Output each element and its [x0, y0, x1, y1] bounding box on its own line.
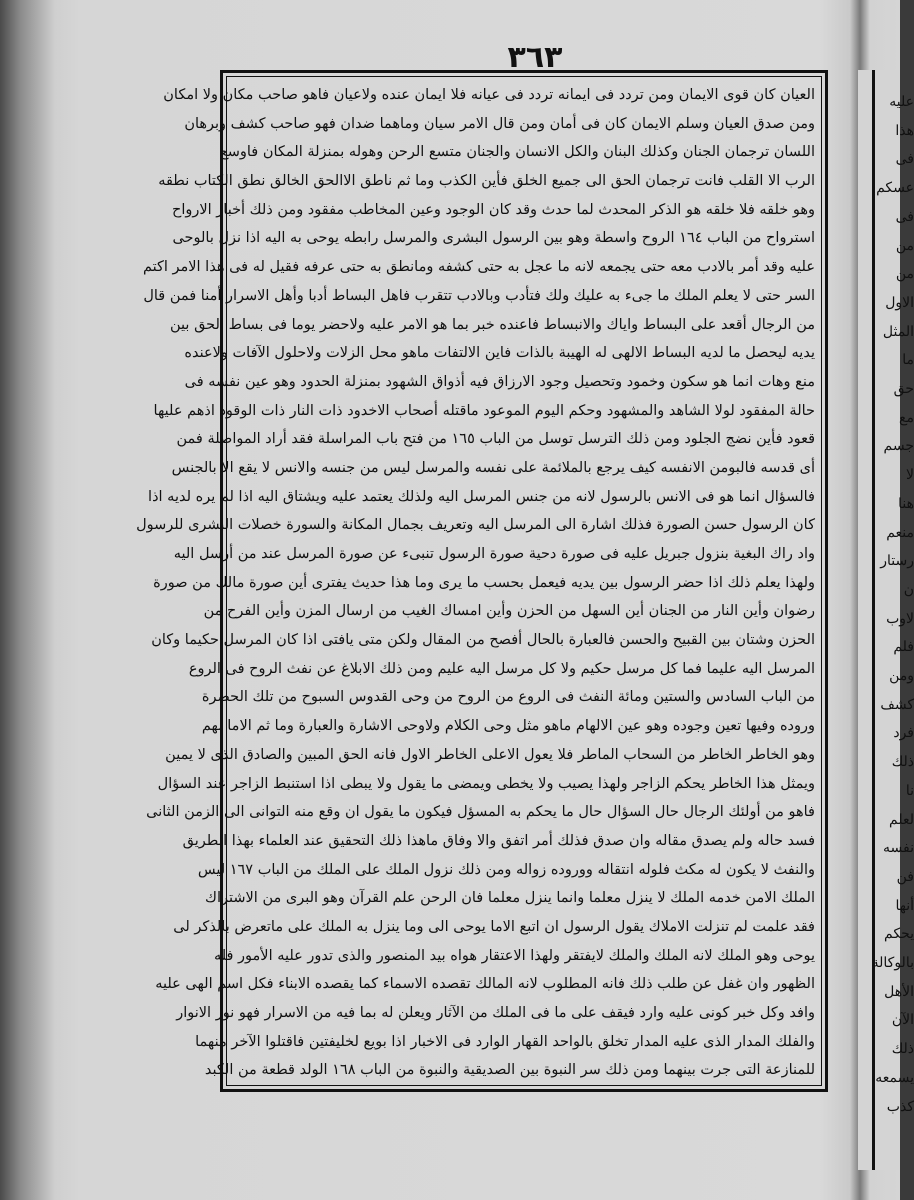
- text-line: السر حتى لا يعلم الملك ما جىء به عليك ولك فتأدب وبالادب تتقرب فاهل البساط أدبا وأهل الاسرار أمنا فمن قال: [143, 287, 815, 304]
- main-text-block: [136, 81, 815, 1083]
- text-frame: [136, 70, 828, 1092]
- adjacent-page-fragment: حق: [893, 381, 914, 397]
- adjacent-page-fragment: فن: [896, 868, 914, 885]
- adjacent-page-fragment: الاول: [885, 294, 914, 311]
- text-line: فاهو من أولئك الرجال حال السؤال حال ما يحكم به المسؤل فيكون ما يقول ان وقع منه التوانى الى الزمن الثانى: [146, 804, 815, 821]
- text-line: رضوان وأين النار من الجنان أين السهل من الحزن وأين امساك الغيب من ارسال المزن وأين الفرح من: [203, 603, 815, 620]
- adjacent-page-fragment: فرد: [893, 725, 914, 742]
- adjacent-page-fragment: عليه: [889, 94, 914, 110]
- text-line: والفلك المدار الذى عليه المدار تخلق بالواحد القهار الوارد فى الاخبار اذا بويع لخليفتين فاقتلوا الآخر منهما: [195, 1033, 815, 1050]
- text-line: وافد وكل خبر كونى عليه وارد فيقف على ما فى الملك من الآثار ويعلن له بما فيه من الاسرار فهو نور الانوار: [176, 1005, 815, 1021]
- adjacent-page-fragment: كذب: [886, 1098, 914, 1115]
- adjacent-page-fragment: لا: [906, 467, 914, 484]
- adjacent-page-fragment: يسمعه: [875, 1069, 914, 1086]
- adjacent-page-fragment: نا: [905, 782, 914, 799]
- adjacent-page-fragment: عسكم: [876, 180, 914, 197]
- adjacent-page-fragment: كشف: [880, 696, 914, 713]
- adjacent-page-fragment: لاوب: [886, 610, 914, 627]
- text-line: اللسان ترجمان الجنان وكذلك البنان والكل الانسان والجنان متسع الرحن وهوله بمنزلة المكان فاوسع: [220, 144, 815, 161]
- adjacent-page-edge: [858, 70, 914, 1170]
- text-line: وهو خلقه فلا خلقه هو الذكر المحدث لما حدث وقد كان الوجود وعين المخاطب مفقود ومن ذلك أخبار الارواح: [171, 201, 815, 218]
- text-line: عليه وقد أمر بالادب معه حتى يجمعه لانه ما عجل به حتى كشفه ومانطق به حتى عرفه فقيل له فى هذا الامر اكتم: [142, 259, 815, 276]
- adjacent-page-fragment: ن: [903, 581, 914, 598]
- adjacent-page-fragment: ذلك: [891, 1041, 914, 1058]
- adjacent-page-fragment: هذا: [895, 122, 914, 139]
- adjacent-page-fragment: جسم: [883, 438, 914, 455]
- adjacent-page-fragment: فى: [895, 208, 914, 225]
- adjacent-page-fragment: لعلم: [889, 811, 914, 828]
- text-line: الملك الامن خدمه الملك لا ينزل معلما وانما ينزل معلما فان الرحن علم القرآن وهو البرى من الاشتراك: [205, 890, 815, 907]
- text-line: من الرجال أقعد على البساط واياك والانبساط فاعنده خبر بما هو الامر عليه ولاحضر يوما فى بساط الحق بين: [170, 316, 815, 333]
- adjacent-page-fragment: مع: [899, 409, 914, 426]
- adjacent-page-fragment: بالوكالة: [871, 955, 914, 971]
- adjacent-page-fragment: هنا: [898, 495, 914, 512]
- text-line: يوحى وهو الملك لانه الملك والملك لايفتقر ولهذا الاعتقار هواه بيد المنصور والذى تدور عليه الأمور فله: [213, 947, 815, 964]
- text-line: ويمثل هذا الخاطر يحكم الزاجر ولهذا يصيب ولا يخطى ويمضى ما يقول ولا يبطى اذا استنبط الزاجر عند السؤال: [157, 775, 815, 792]
- adjacent-page-fragment: نفسه: [883, 840, 914, 857]
- adjacent-page-fragment: ذلك: [891, 754, 914, 771]
- text-line: أى قدسه فالبومن الانفسه كيف يرجع بالملائمة على نفسه والمرسل ليس من جنسه والانس لا يقع الا بالجنس: [171, 459, 815, 476]
- text-line: استرواح من الباب ١٦٤ الروح واسطة وهو بين الرسول البشرى والمرسل رابطه يوحى به اليه اذا نزل بالوحى: [172, 230, 815, 247]
- text-line: المرسل اليه عليما فما كل مرسل حكيم ولا كل مرسل اليه عليم ومن ذلك الابلاغ عن نفث الروح فى الروع: [188, 660, 815, 677]
- adjacent-page-fragment: الآن: [891, 1012, 914, 1029]
- text-line: فالسؤال انما هو فى الانس بالرسول لانه من جنس المرسل اليه ولذلك يعتمد عليه ويشتاق اليه اذا لم يره لديه اذا: [148, 488, 815, 505]
- text-line: العيان كان قوى الايمان ومن تردد فى ايمانه تردد فى عيانه فلا ايمان عنده ولاعيان فاهو صاحب مكان ولا امكان: [163, 87, 815, 103]
- text-line: من الباب السادس والستين ومائة النفث فى الروع من الروح من وحى القدوس السبوح من تلك الحضرة: [201, 689, 815, 706]
- text-line: واد راك البغية بنزول جبريل عليه فى صورة دحية صورة الرسول تنبىء عن صورة المرسل عند من أرسل اليه: [173, 546, 815, 562]
- adjacent-page-fragment: ما: [902, 352, 914, 369]
- adjacent-page-fragment: يحكم: [884, 926, 914, 943]
- text-line: يديه ليحصل ما لديه البساط الالهى له الهيبة بالذات فاين الالتفات ماهو محل الزلات ولاحلول الآفات ولاعنده: [184, 345, 815, 362]
- text-line: كان الرسول حسن الصورة فذلك اشارة الى المرسل اليه وتعريف بجمال المكانة والسورة خصلات البشرى للرسول: [136, 517, 815, 534]
- text-line: منع وهات انما هو سكون وخمود وتحصيل وجود الارزاق فيه أذواق الشهود بمنزلة الحدود وهو عين نفسه فى: [184, 373, 815, 390]
- text-line: الرب الا القلب فانت ترجمان الحق الى جميع الخلق فأين الكذب وما ثم ناطق الاالحق الخالق نطق الكتاب نطقه: [158, 173, 815, 190]
- adjacent-page-fragment: ومن: [889, 668, 914, 684]
- text-line: الظهور وان غفل عن طلب ذلك فانه المطلوب لانه المالك تقصده الاسماء كما يقصده الابناء فكل اسم الهى عليه: [155, 976, 815, 993]
- adjacent-page-fragment: الأهل: [884, 983, 914, 1000]
- text-line: وهو الخاطر الخاطر من السحاب الماطر فلا يعول الاعلى الخاطر الاول فانه الحق المبين والصادق الذى لا يمين: [165, 746, 815, 763]
- text-line: الحزن وشتان بين القبيح والحسن فالعبارة بالحال أفصح من المقال ولكن متى يافتى اذا كان المرسل حكيما وكان: [151, 632, 815, 649]
- page-number: ٣٦٣: [507, 40, 563, 75]
- adjacent-page-fragment: رستار: [880, 553, 914, 570]
- adjacent-page-fragment: أنها: [895, 897, 914, 914]
- text-line: قعود فأين نضج الجلود ومن ذلك الترسل توسل من الباب ١٦٥ من فتح باب المراسلة فقد أراد المواصلة فمن: [176, 431, 815, 448]
- adjacent-page-fragment: من: [895, 266, 914, 283]
- adjacent-page-fragment: فى: [895, 151, 914, 168]
- text-line: فقد علمت لم تنزلت الاملاك يقول الرسول ان اتبع الاما يوحى الى وما ينزل به الملك على ماتعرض بالذكر لى: [173, 918, 815, 935]
- text-line: فسد حاله ولم يصدق مقاله وان صدق فذلك أمر اتفق والا وفاق ماهذا ذلك التحقيق عند العلماء بهذا الطريق: [182, 832, 815, 849]
- text-line: وروده وفيها تعين وجوده وهو عين الالهام ماهو مثل وحى الكلام ولاوحى الاشارة والعبارة وما ثم الاما لهم: [201, 718, 815, 735]
- text-line: للمنازعة التى جرت بينهما ومن ذلك سر النبوة بين الصديقية والنبوة من الباب ١٦٨ الولد قطعة من الكبد: [204, 1062, 815, 1079]
- adjacent-page-fragment: من: [895, 237, 914, 254]
- text-line: ولهذا يعلم ذلك اذا حضر الرسول بين يديه فيعمل بحسب ما يرى وما هذا حديث يفترى أين صورة مالك من صورة: [153, 574, 815, 591]
- adjacent-page-fragment: فلم: [893, 639, 914, 656]
- text-line: والنفث لا يكون له مكث فلوله انتقاله ووروده زواله ومن ذلك نزول الملك على الملك من الباب ١٦٧ ليس: [197, 861, 815, 878]
- adjacent-page-fragment: منعم: [886, 524, 914, 541]
- text-line: حالة المفقود لولا الشاهد والمشهود وحكم اليوم الموعود ماقتله أصحاب الاخدود ذات النار ذات الوقود اذهم عليها: [153, 402, 815, 419]
- text-line: ومن صدق العيان وسلم الايمان كان فى أمان ومن قال الامر سيان وماهما ضدان فهو صاحب كشف وبرهان: [184, 115, 815, 132]
- adjacent-page-fragment: المثل: [882, 323, 914, 340]
